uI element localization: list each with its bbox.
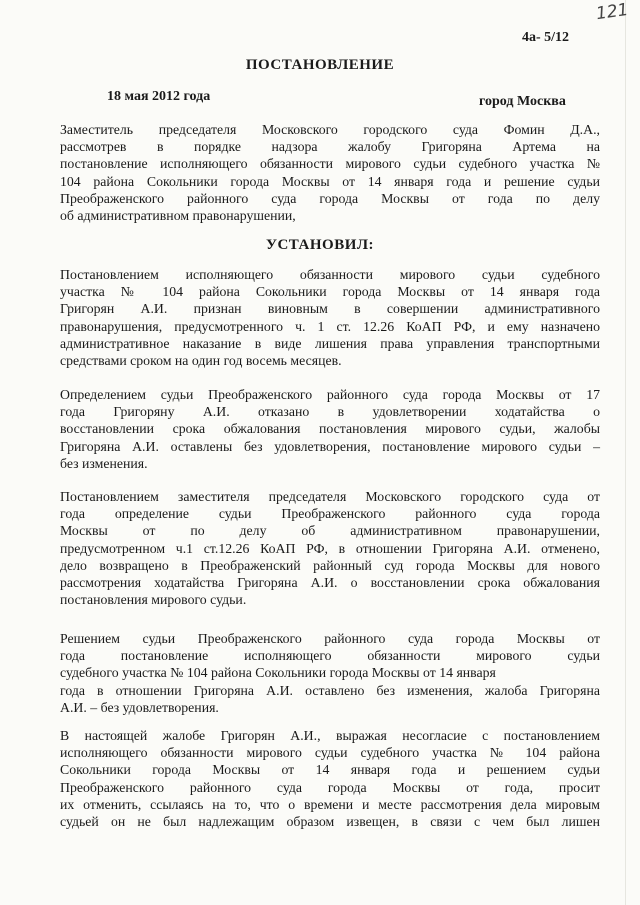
text-line: года Григоряну А.И. отказано в удовлетворении ходатайства о — [60, 404, 600, 420]
text-line: Заместитель председателя Московского городского суда Фомин Д.А., — [60, 122, 600, 137]
paragraph-5 — [60, 727, 600, 830]
text-line: Преображенского районного суда города Москвы от года по делу — [60, 190, 600, 206]
text-line: Постановлением исполняющего обязанности мирового судьи судебного — [60, 267, 600, 282]
scan-edge-line — [625, 0, 626, 905]
text-line: административное наказание в виде лишения права управления транспортными — [60, 335, 600, 351]
text-line: Преображенского районного суда города Москвы от года, просит — [60, 779, 600, 795]
text-line: рассмотрев в порядке надзора жалобу Григоряна Артема на — [60, 139, 600, 155]
document-city: город Москва — [479, 94, 566, 109]
text-line: правонарушения, предусмотренного ч. 1 ст. 12.26 КоАП РФ, и ему назначено — [60, 318, 600, 334]
case-number: 4а- 5/12 — [522, 30, 570, 45]
text-line: Григоряна А.И. оставлены без удовлетворения, постановление мирового судьи – — [60, 438, 600, 454]
text-line: судебного участка № 104 района Сокольники города Москвы от 14 января — [60, 665, 496, 681]
document-date: 18 мая 2012 года — [107, 89, 211, 104]
text-line: Григорян А.И. признан виновным в совершении административного — [60, 301, 600, 317]
text-line: Сокольники города Москвы от 14 января года и решением судьи — [60, 762, 600, 778]
text-line: восстановлении срока обжалования постановления мирового судьи, жалобы — [60, 421, 600, 437]
text-line: средствами сроком на один год восемь месяцев. — [60, 353, 342, 369]
text-line: Решением судьи Преображенского районного суда города Москвы от — [60, 631, 600, 646]
document-title: ПОСТАНОВЛЕНИЕ — [245, 57, 395, 73]
text-line: А.И. – без удовлетворения. — [60, 699, 219, 715]
page-number-stamp: 121 — [594, 0, 630, 25]
text-line: Постановлением заместителя председателя Московского городского суда от — [60, 489, 600, 504]
text-line: 104 района Сокольники города Москвы от 14 января года и решение судьи — [60, 173, 600, 189]
text-line: предусмотренном ч.1 ст.12.26 КоАП РФ, в отношении Григоряна А.И. отменено, — [60, 540, 600, 556]
text-line: постановления мирового судьи. — [60, 592, 247, 608]
text-line: участка № 104 района Сокольники города Москвы от 14 января года — [60, 284, 600, 300]
paragraph-2 — [60, 386, 600, 472]
paragraph-intro — [60, 121, 600, 224]
text-line: исполняющего обязанности мирового судьи судебного участка № 104 района — [60, 745, 600, 761]
text-line: дело возвращено в Преображенский районный суд города Москвы для нового — [60, 557, 600, 573]
text-line: без изменения. — [60, 455, 148, 471]
paragraph-3 — [60, 488, 600, 608]
text-line: рассмотрения ходатайства Григоряна А.И. о восстановлении срока обжалования — [60, 575, 600, 591]
paragraph-1 — [60, 266, 600, 369]
text-line: года определение судьи Преображенского районного суда города — [60, 506, 600, 522]
text-line: В настоящей жалобе Григорян А.И., выражая несогласие с постановлением — [60, 728, 600, 743]
text-line: судьей он не был надлежащим образом извещен, в связи с чем был лишен — [60, 814, 600, 830]
text-line: года в отношении Григоряна А.И. оставлено без изменения, жалоба Григоряна — [60, 682, 600, 698]
text-line: года постановление исполняющего обязанности мирового судьи — [60, 648, 600, 664]
section-title: УСТАНОВИЛ: — [265, 237, 375, 253]
text-line: их отменить, ссылаясь на то, что о времени и месте рассмотрения дела мировым — [60, 796, 600, 812]
text-line: Москвы от по делу об административном правонарушении, — [60, 523, 600, 539]
text-line: об административном правонарушении, — [60, 208, 296, 224]
paragraph-4 — [60, 630, 600, 716]
text-line: Определением судьи Преображенского районного суда города Москвы от 17 — [60, 387, 600, 402]
text-line: постановление исполняющего обязанности мирового судьи судебного участка № — [60, 156, 600, 172]
